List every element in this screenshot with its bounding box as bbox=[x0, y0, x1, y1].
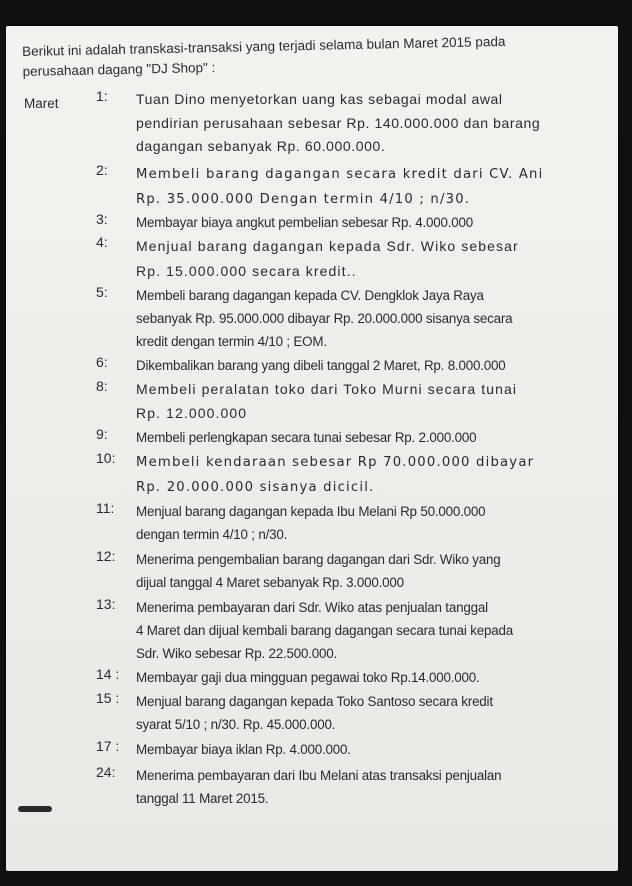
transaction-number: 4: bbox=[96, 234, 108, 250]
transaction-line: Tuan Dino menyetorkan uang kas sebagai modal awal bbox=[136, 91, 503, 107]
transaction-line: dijual tanggal 4 Maret sebanyak Rp. 3.000.000 bbox=[136, 575, 404, 590]
transaction-number: 1: bbox=[96, 88, 108, 104]
transaction-line: Rp. 12.000.000 bbox=[136, 404, 248, 421]
transaction-line: Menjual barang dagangan kepada Sdr. Wiko sebesar bbox=[136, 238, 519, 254]
transaction-number: 9: bbox=[96, 426, 108, 442]
transaction-number: 10: bbox=[96, 450, 116, 466]
transaction-number: 8: bbox=[96, 378, 108, 394]
transaction-line: Membayar biaya angkut pembelian sebesar Rp. 4.000.000 bbox=[136, 215, 474, 230]
transaction-line: syarat 5/10 ; n/30. Rp. 45.000.000. bbox=[136, 717, 336, 732]
transaction-number: 17 : bbox=[96, 738, 120, 754]
transaction-line: Membeli barang dagangan secara kredit dari CV. Ani bbox=[136, 167, 544, 182]
transaction-number: 14 : bbox=[96, 666, 120, 682]
transaction-list bbox=[6, 26, 618, 871]
ink-mark bbox=[18, 806, 52, 812]
intro-line-2: perusahaan dagang "DJ Shop" : bbox=[22, 59, 216, 79]
transaction-number: 11: bbox=[96, 500, 115, 516]
transaction-line: Membeli perlengkapan secara tunai sebesar Rp. 2.000.000 bbox=[136, 430, 477, 445]
transaction-line: Menjual barang dagangan kepada Toko Santoso secara kredit bbox=[136, 694, 493, 709]
transaction-line: Dikembalikan barang yang dibeli tanggal 2 Maret, Rp. 8.000.000 bbox=[136, 358, 506, 373]
transaction-line: sebanyak Rp. 95.000.000 dibayar Rp. 20.000.000 sisanya secara bbox=[136, 311, 513, 326]
document-page bbox=[6, 26, 618, 871]
transaction-line: Rp. 35.000.000 Dengan termin 4/10 ; n/30. bbox=[136, 192, 471, 207]
transaction-line: Membeli kendaraan sebesar Rp 70.000.000 dibayar bbox=[136, 455, 535, 470]
transaction-number: 2: bbox=[96, 162, 108, 178]
transaction-line: dagangan sebanyak Rp. 60.000.000. bbox=[136, 138, 386, 154]
transaction-line: tanggal 11 Maret 2015. bbox=[136, 791, 269, 806]
transaction-line: Menerima pengembalian barang dagangan dari Sdr. Wiko yang bbox=[136, 552, 501, 567]
intro-line-1: Berikut ini adalah transkasi-transaksi yang terjadi selama bulan Maret 2015 pada bbox=[22, 33, 506, 59]
transaction-line: kredit dengan termin 4/10 ; EOM. bbox=[136, 334, 327, 349]
transaction-line: Menerima pembayaran dari Ibu Melani atas transaksi penjualan bbox=[136, 768, 502, 783]
transaction-line: dengan termin 4/10 ; n/30. bbox=[136, 527, 288, 542]
transaction-number: 5: bbox=[96, 284, 108, 300]
transaction-line: Menerima pembayaran dari Sdr. Wiko atas penjualan tanggal bbox=[136, 600, 488, 615]
transaction-number: 12: bbox=[96, 548, 116, 564]
transaction-line: Menjual barang dagangan kepada Ibu Melani Rp 50.000.000 bbox=[136, 504, 486, 519]
transaction-line: Rp. 15.000.000 secara kredit.. bbox=[136, 263, 357, 279]
transaction-line: pendirian perusahaan sebesar Rp. 140.000.000 dan barang bbox=[136, 114, 541, 131]
transaction-number: 6: bbox=[96, 354, 108, 370]
transaction-number: 13: bbox=[96, 596, 116, 612]
transaction-line: Sdr. Wiko sebesar Rp. 22.500.000. bbox=[136, 646, 338, 661]
transaction-line: Membayar gaji dua mingguan pegawai toko Rp.14.000.000. bbox=[136, 670, 480, 685]
transaction-number: 3: bbox=[96, 211, 108, 227]
transaction-line: 4 Maret dan dijual kembali barang dagangan secara tunai kepada bbox=[136, 623, 513, 638]
transaction-number: 24: bbox=[96, 764, 116, 780]
transaction-number: 15 : bbox=[96, 690, 120, 706]
transaction-line: Membeli peralatan toko dari Toko Murni secara tunai bbox=[136, 381, 518, 397]
transaction-line: Rp. 20.000.000 sisanya dicicil. bbox=[136, 480, 375, 495]
transaction-line: Membeli barang dagangan kepada CV. Dengklok Jaya Raya bbox=[136, 288, 484, 303]
transaction-line: Membayar biaya iklan Rp. 4.000.000. bbox=[136, 742, 351, 757]
month-label: Maret bbox=[24, 96, 59, 111]
